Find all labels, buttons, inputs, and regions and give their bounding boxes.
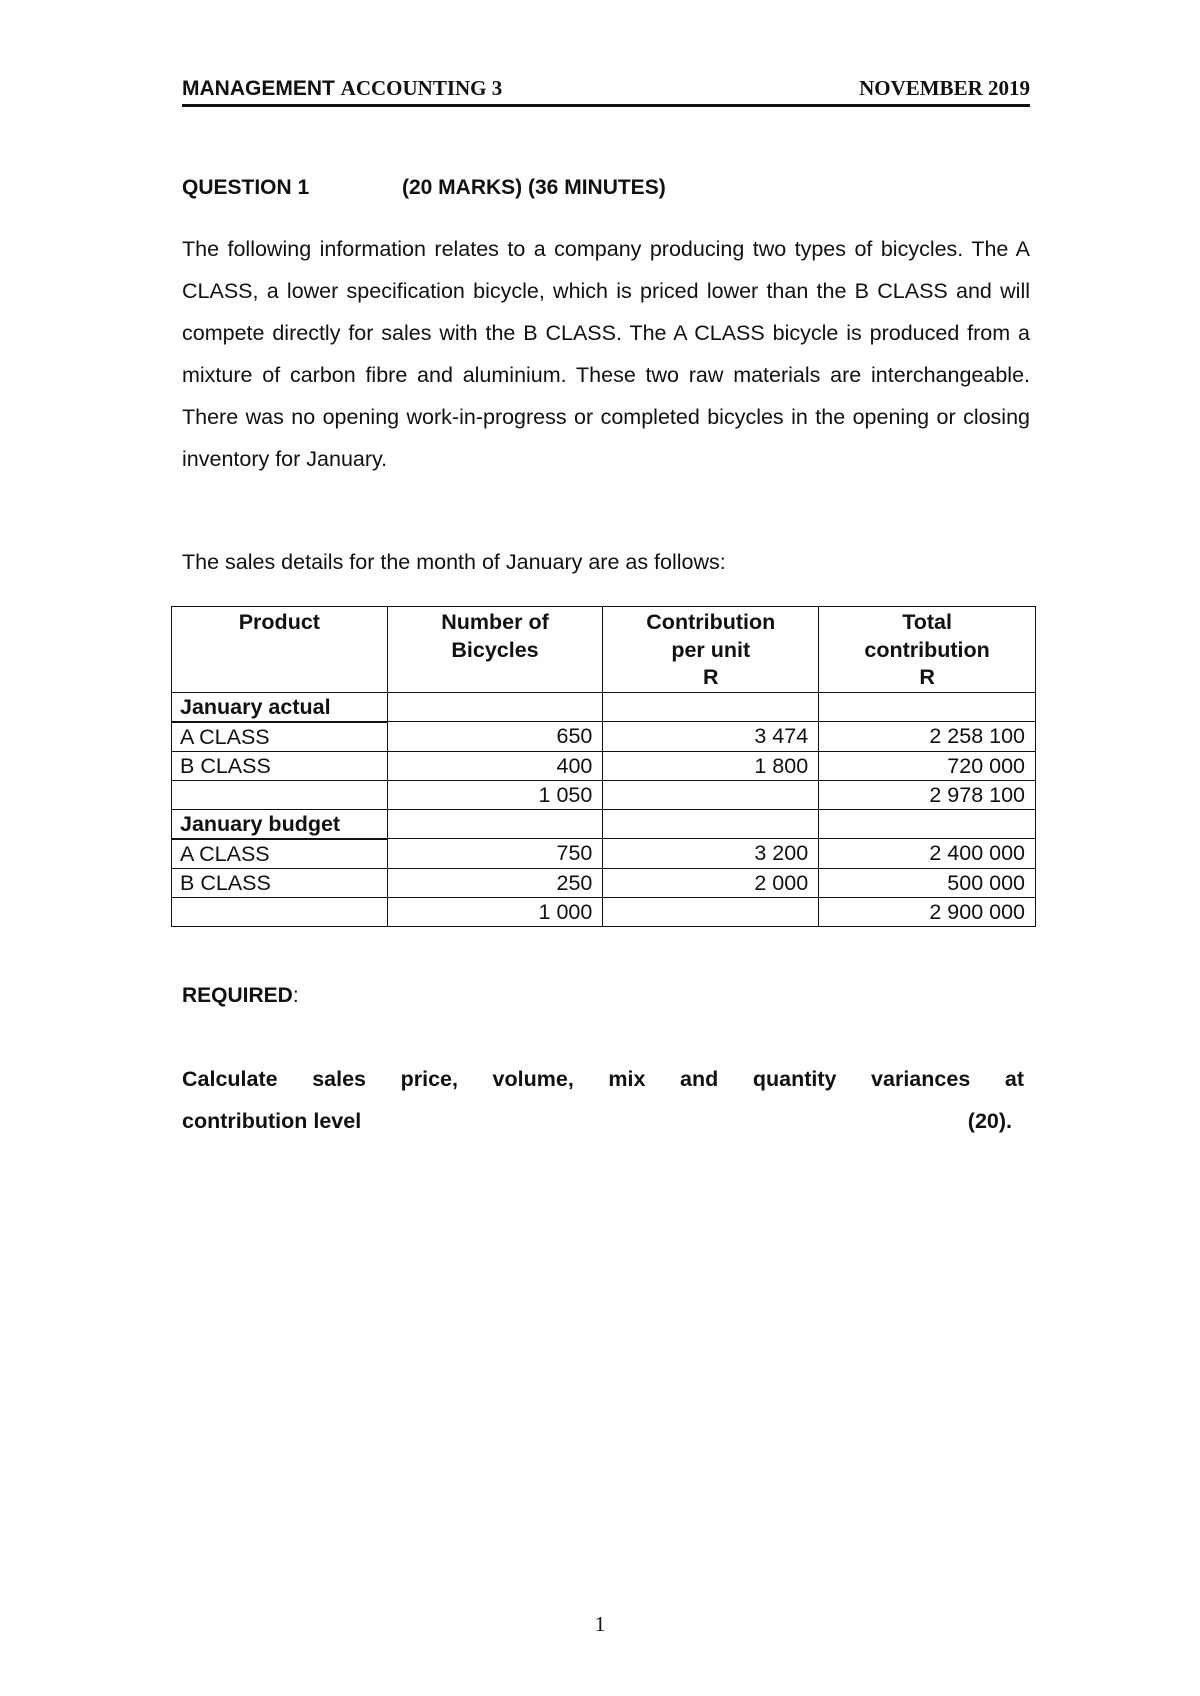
product-cell: A CLASS [172,839,388,869]
cpu-cell: 3 200 [603,839,819,869]
question-title: QUESTION 1 [182,176,310,199]
required-heading [182,984,299,1008]
section-row-actual [172,692,1036,722]
total-contribution-cell: 2 900 000 [819,897,1036,926]
cpu-cell: 2 000 [603,868,819,897]
total-units-cell: 1 000 [387,897,603,926]
exam-date: NOVEMBER 2019 [859,76,1030,100]
header-total-contribution: Total contribution R [819,607,1036,693]
section-label: January budget [172,809,388,839]
total-cell: 500 000 [819,868,1036,897]
task-marks: (20). [967,1109,1012,1133]
question-marks: (20 MARKS) (36 MINUTES) [402,176,666,199]
question-intro: The following information relates to a company producing two types of bicycles. The A CLASS, a lower specification bicycle, which is priced lower than the B CLASS and will compete directly for sales with the B CLASS. The A CLASS bicycle is produced from a mixture of carbon fibre and aluminium. These two raw materials are interchangeable. There was no opening work-in-progress or completed bicycles in the opening or closing inventory for January. [182,237,1030,471]
course-title-part1: MANAGEMENT [182,77,335,100]
sales-table [171,606,1036,927]
header-product: Product [172,607,388,693]
empty-cell [603,809,819,839]
course-title [182,76,502,101]
units-cell: 250 [387,868,603,897]
header-number-of-bicycles: Number of Bicycles [387,607,603,693]
task-text: contribution level [182,1109,362,1133]
page-header [182,76,1030,107]
total-row-actual [172,780,1036,809]
empty-cell [603,780,819,809]
header-contribution-per-unit: Contribution per unit R [603,607,819,693]
table-row [172,839,1036,869]
total-cell: 2 400 000 [819,839,1036,869]
section-label: January actual [172,692,388,722]
empty-cell [172,780,388,809]
table-row [172,751,1036,780]
product-cell: B CLASS [172,751,388,780]
units-cell: 650 [387,722,603,752]
total-cell: 2 258 100 [819,722,1036,752]
empty-cell [387,809,603,839]
product-cell: B CLASS [172,868,388,897]
units-cell: 400 [387,751,603,780]
sales-intro: The sales details for the month of January are as follows: [182,550,726,574]
table-header-row [172,607,1036,693]
total-units-cell: 1 050 [387,780,603,809]
required-colon: : [292,984,299,1007]
section-row-budget [172,809,1036,839]
empty-cell [603,692,819,722]
empty-cell [387,692,603,722]
empty-cell [819,809,1036,839]
cpu-cell: 1 800 [603,751,819,780]
empty-cell [819,692,1036,722]
total-cell: 720 000 [819,751,1036,780]
required-label: REQUIRED [182,984,293,1007]
empty-cell [603,897,819,926]
units-cell: 750 [387,839,603,869]
task-line-2 [182,1100,1012,1142]
cpu-cell: 3 474 [603,722,819,752]
total-contribution-cell: 2 978 100 [819,780,1036,809]
question-heading [182,176,666,200]
product-cell: A CLASS [172,722,388,752]
table-row [172,868,1036,897]
table-row [172,722,1036,752]
page-number: 1 [594,1612,606,1636]
empty-cell [172,897,388,926]
total-row-budget [172,897,1036,926]
task-line-1: Calculate sales price, volume, mix and quantity variances at [182,1067,1024,1091]
course-title-part2: ACCOUNTING 3 [340,76,503,100]
